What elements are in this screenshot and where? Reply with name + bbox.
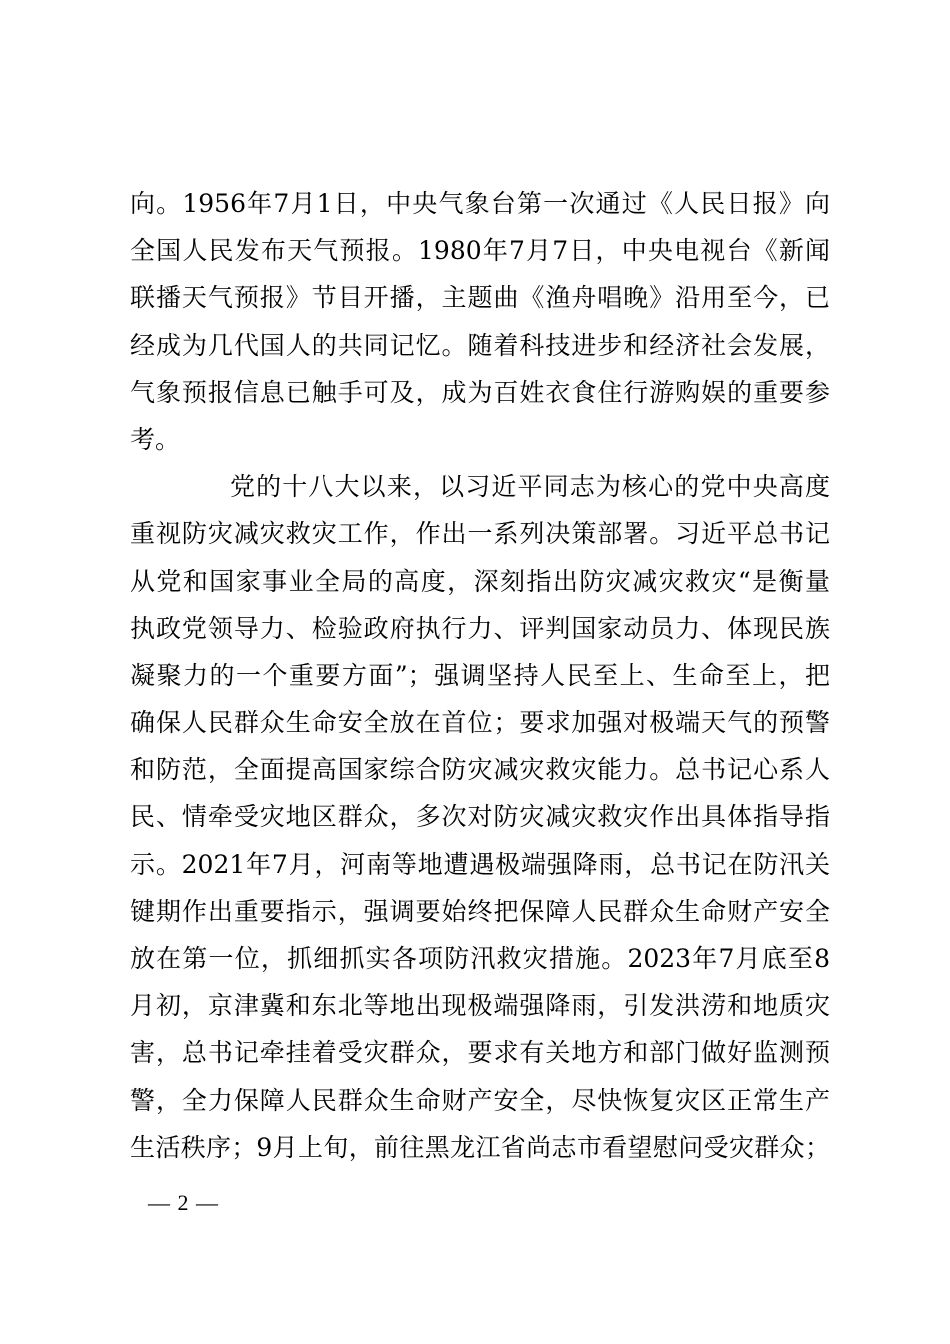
text-line: 联播天气预报》节目开播，主题曲《渔舟唱晚》沿用至今，已 xyxy=(130,283,830,313)
paragraph-disaster-prevention xyxy=(130,463,830,1171)
text-line: 考。 xyxy=(130,424,181,454)
text-line: 党的十八大以来，以习近平同志为核心的党中央高度 xyxy=(230,472,830,502)
page-number: — 2 — xyxy=(148,1190,219,1215)
paragraph-weather-history xyxy=(130,180,830,463)
text-line: 月初，京津冀和东北等地出现极端强降雨，引发洪涝和地质灾 xyxy=(130,991,830,1021)
text-line: 气象预报信息已触手可及，成为百姓衣食住行游购娱的重要参 xyxy=(130,377,830,407)
text-line: 从党和国家事业全局的高度，深刻指出防灾减灾救灾“是衡量 xyxy=(130,566,830,596)
text-line: 键期作出重要指示，强调要始终把保障人民群众生命财产安全 xyxy=(130,896,830,926)
text-line: 确保人民群众生命安全放在首位；要求加强对极端天气的预警 xyxy=(130,708,830,738)
text-line: 重视防灾减灾救灾工作，作出一系列决策部署。习近平总书记 xyxy=(130,519,830,549)
text-line: 放在第一位，抓细抓实各项防汛救灾措施。2023年7月底至8 xyxy=(130,944,830,973)
body-text xyxy=(130,180,830,1171)
text-line: 向。1956年7月1日，中央气象台第一次通过《人民日报》向 xyxy=(130,189,830,218)
text-line: 执政党领导力、检验政府执行力、评判国家动员力、体现民族 xyxy=(130,613,830,643)
text-line: 生活秩序；9月上旬，前往黑龙江省尚志市看望慰问受灾群众； xyxy=(130,1132,830,1162)
text-line: 警，全力保障人民群众生命财产安全，尽快恢复灾区正常生产 xyxy=(130,1085,830,1115)
text-line: 全国人民发布天气预报。1980年7月7日，中央电视台《新闻 xyxy=(130,236,830,266)
text-line: 和防范，全面提高国家综合防灾减灾救灾能力。总书记心系人 xyxy=(130,755,830,785)
text-line: 民、情牵受灾地区群众，多次对防灾减灾救灾作出具体指导指 xyxy=(130,802,830,832)
text-line: 害，总书记牵挂着受灾群众，要求有关地方和部门做好监测预 xyxy=(130,1038,830,1068)
text-line: 经成为几代国人的共同记忆。随着科技进步和经济社会发展， xyxy=(130,330,830,360)
text-line: 示。2021年7月，河南等地遭遇极端强降雨，总书记在防汛关 xyxy=(130,849,830,879)
text-line: 凝聚力的一个重要方面”；强调坚持人民至上、生命至上，把 xyxy=(130,660,830,690)
